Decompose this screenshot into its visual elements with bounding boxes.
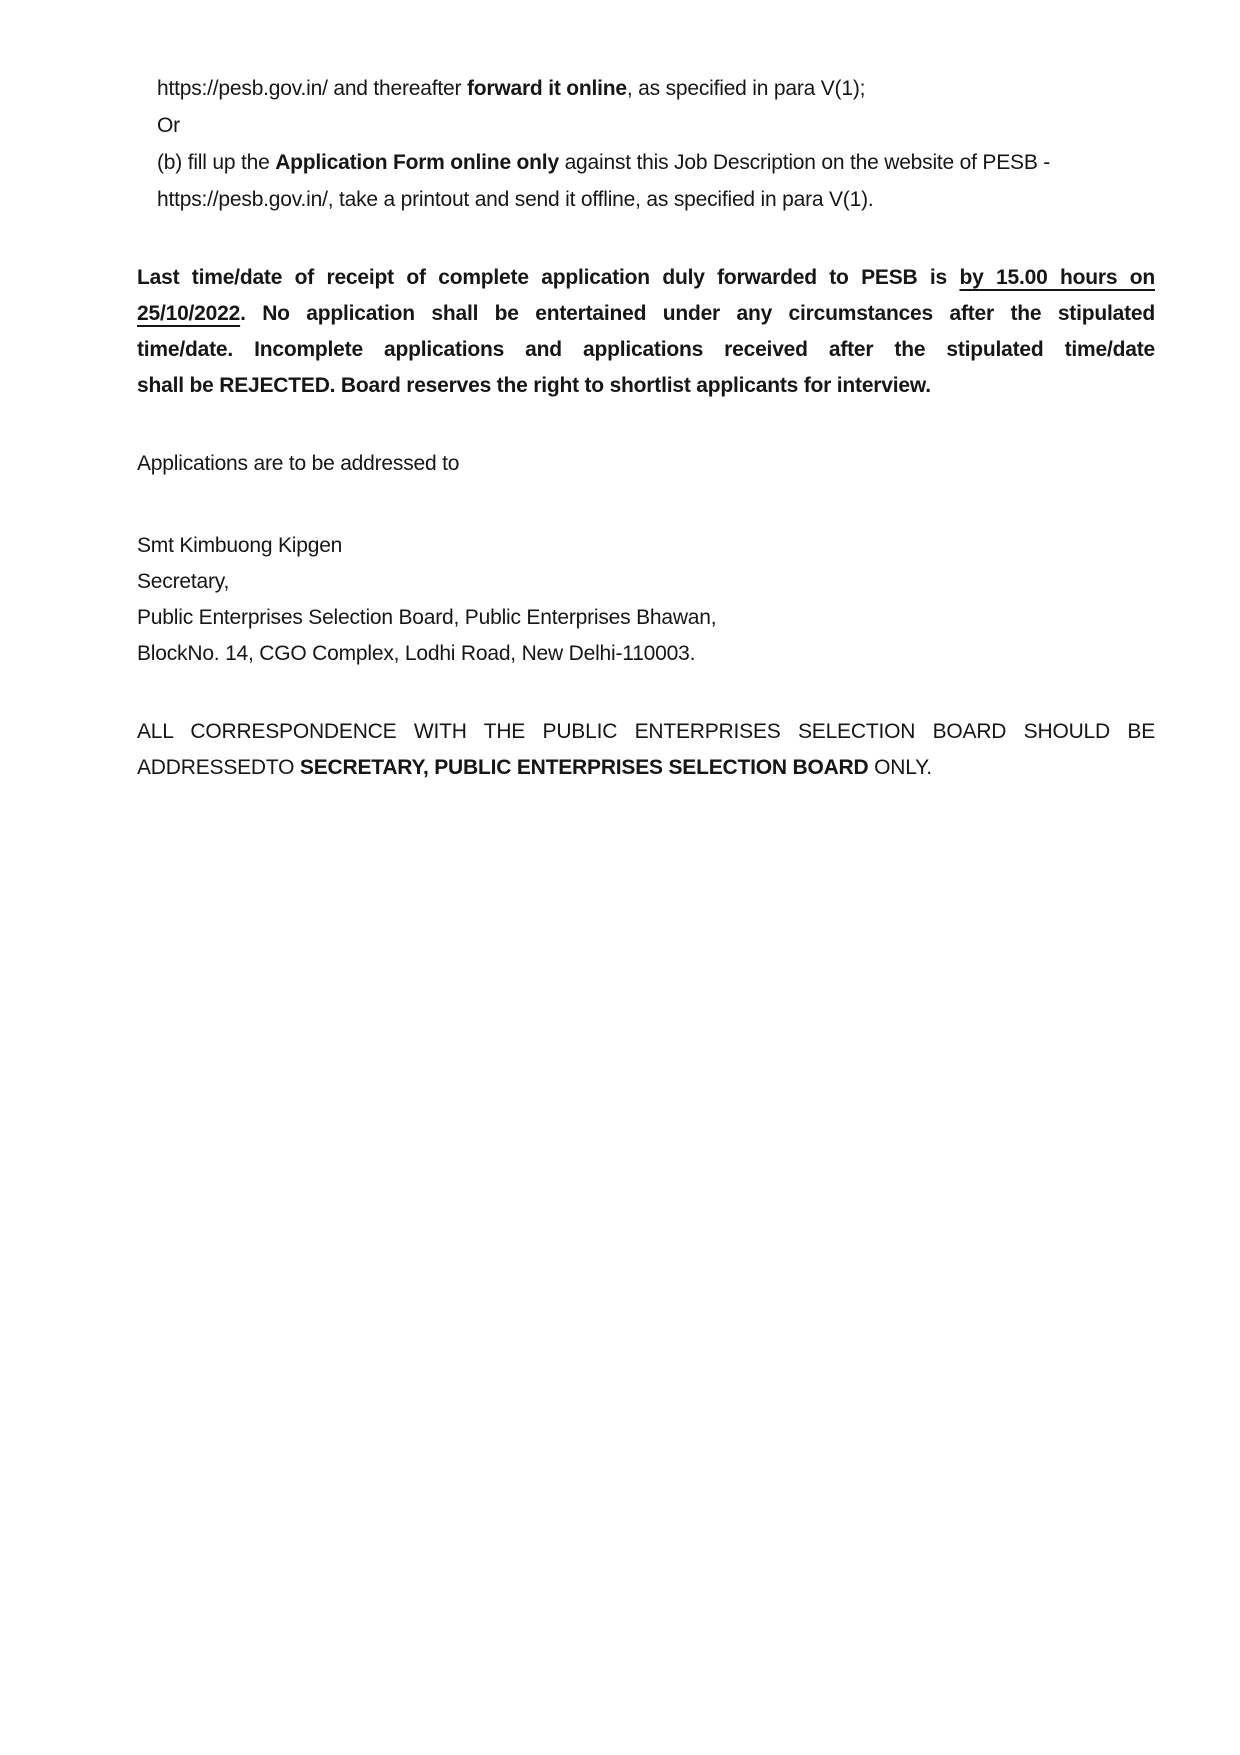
text-line	[137, 368, 1155, 404]
text-line	[137, 528, 1155, 564]
addressee-designation: Secretary,	[137, 570, 230, 593]
text-line	[157, 70, 1155, 107]
text-segment: shall be REJECTED. Board reserves the right to shortlist applicants for interview.	[137, 374, 931, 397]
addressee-address-block	[137, 528, 1155, 672]
text-segment: Application Form online only	[275, 151, 559, 174]
text-line	[137, 296, 1155, 332]
pesb-url-text: https://pesb.gov.in/ and thereafter	[157, 77, 467, 100]
text-segment: , as specified in para V(1);	[626, 77, 866, 100]
text-line	[137, 636, 1155, 672]
text-segment: Last time/date of receipt of complete application duly forwarded to PESB is	[137, 266, 960, 289]
text-line	[137, 564, 1155, 600]
text-line	[137, 750, 1155, 786]
text-segment: ONLY.	[868, 756, 932, 779]
text-line	[157, 107, 1155, 144]
addressee-name: Smt Kimbuong Kipgen	[137, 534, 343, 557]
text-line	[137, 600, 1155, 636]
text-segment: forward it online	[466, 77, 627, 100]
addressee-organisation: Public Enterprises Selection Board, Public Enterprises Bhawan,	[137, 606, 717, 629]
application-submission-instructions	[157, 70, 1155, 218]
text-line	[157, 144, 1155, 181]
text-line	[137, 714, 1155, 750]
text-segment: (b) fill up the	[157, 151, 276, 174]
addressed-to-line	[137, 446, 1155, 482]
pesb-url-text: https://pesb.gov.in/, take a printout and send it offline, as specified in para V(1).	[157, 188, 874, 211]
correspondence-notice	[137, 714, 1155, 786]
text-segment: against this Job Description on the website of PESB -	[558, 151, 1051, 174]
text-line	[157, 181, 1155, 218]
text-line	[137, 260, 1155, 296]
text-segment: SECRETARY, PUBLIC ENTERPRISES SELECTION BOARD	[299, 756, 869, 779]
text-segment: Applications are to be addressed to	[137, 452, 460, 475]
text-segment: . No application shall be entertained under any circumstances after the stipulated	[240, 302, 1155, 325]
deadline-time-text: by 15.00 hours on	[959, 266, 1156, 289]
text-line	[137, 446, 1155, 482]
text-segment: ADDRESSEDTO	[137, 756, 300, 779]
text-segment: time/date. Incomplete applications and applications received after the stipulated time/date	[137, 338, 1155, 361]
deadline-paragraph	[137, 260, 1155, 404]
text-segment: ALL CORRESPONDENCE WITH THE PUBLIC ENTERPRISES SELECTION BOARD SHOULD BE	[137, 720, 1155, 743]
deadline-date-text: 25/10/2022	[137, 302, 241, 325]
addressee-street-address: BlockNo. 14, CGO Complex, Lodhi Road, New Delhi-110003.	[137, 642, 696, 665]
text-line	[137, 332, 1155, 368]
text-segment: Or	[157, 114, 180, 137]
